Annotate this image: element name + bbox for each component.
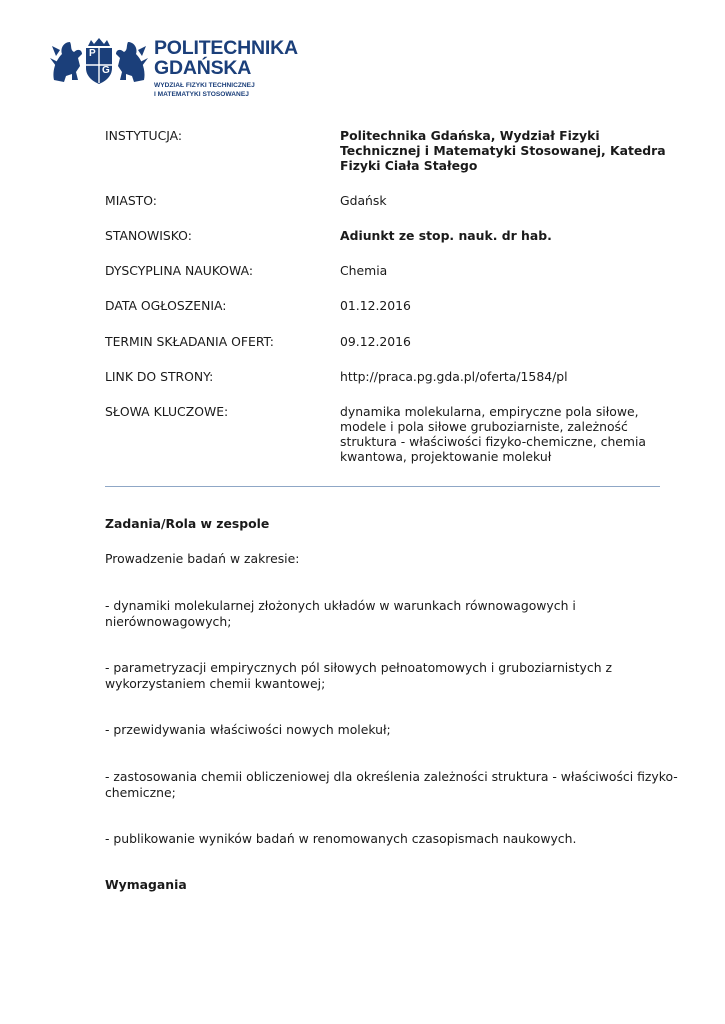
section-divider [105, 486, 660, 487]
university-name-line1: POLITECHNIKA [154, 37, 298, 59]
info-label: STANOWISKO: [105, 228, 192, 243]
faculty-name-line1: WYDZIAŁ FIZYKI TECHNICZNEJ [154, 82, 255, 89]
info-label: LINK DO STRONY: [105, 369, 214, 384]
info-value: Politechnika Gdańska, Wydział Fizyki Technicznej i Matematyki Stosowanej, Katedra Fizyki Ciała Stałego [340, 128, 666, 173]
info-label: DYSCYPLINA NAUKOWA: [105, 263, 254, 278]
offer-link[interactable]: http://praca.pg.gda.pl/oferta/1584/pl [340, 369, 568, 384]
section-title-tasks: Zadania/Rola w zespole [105, 516, 270, 531]
section-title-requirements: Wymagania [105, 877, 187, 892]
info-label: SŁOWA KLUCZOWE: [105, 404, 229, 419]
info-label: DATA OGŁOSZENIA: [105, 298, 227, 313]
list-item: - publikowanie wyników badań w renomowanych czasopismach naukowych. [105, 831, 577, 846]
info-label: MIASTO: [105, 193, 157, 208]
info-value: dynamika molekularna, empiryczne pola siłowe, modele i pola siłowe gruboziarniste, zależność struktura - właściwości fizyko-chemiczne, chemia kwantowa, projektowanie molekuł [340, 404, 647, 464]
info-value: 09.12.2016 [340, 334, 411, 349]
info-value: Chemia [340, 263, 388, 278]
emblem-letter-g: G [102, 65, 110, 76]
university-emblem-icon [50, 36, 148, 88]
info-value: 01.12.2016 [340, 298, 411, 313]
university-name [154, 38, 298, 78]
info-value: Adiunkt ze stop. nauk. dr hab. [340, 228, 552, 243]
faculty-name-line2: I MATEMATYKI STOSOWANEJ [154, 90, 249, 98]
list-item: - zastosowania chemii obliczeniowej dla określenia zależności struktura - właściwości fizyko-chemiczne; [105, 769, 678, 800]
emblem-letter-p: P [89, 48, 96, 59]
list-item: - parametryzacji empirycznych pól siłowych pełnoatomowych i gruboziarnistych z wykorzystaniem chemii kwantowej; [105, 660, 612, 691]
list-item: - przewidywania właściwości nowych molekuł; [105, 722, 391, 737]
intro-paragraph: Prowadzenie badań w zakresie: [105, 551, 300, 566]
university-name-line2: GDAŃSKA [154, 57, 252, 79]
info-value: Gdańsk [340, 193, 387, 208]
list-item: - dynamiki molekularnej złożonych układów w warunkach równowagowych i nierównowagowych; [105, 598, 576, 629]
info-label: INSTYTUCJA: [105, 128, 183, 143]
info-label: TERMIN SKŁADANIA OFERT: [105, 334, 274, 349]
university-logo [50, 30, 298, 102]
faculty-name [154, 82, 255, 99]
